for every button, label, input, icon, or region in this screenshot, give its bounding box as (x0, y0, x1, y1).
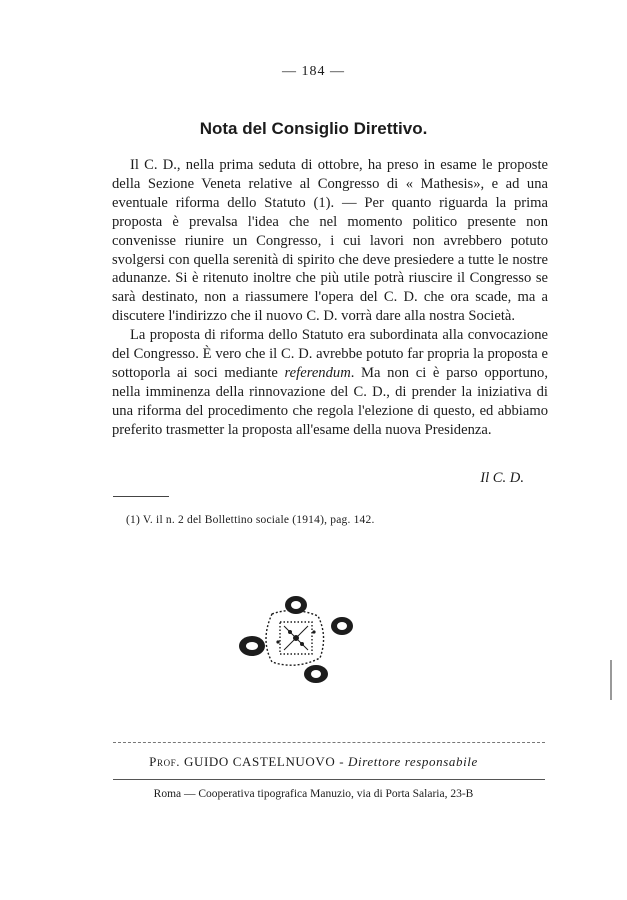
printer-ornament-icon (232, 592, 356, 688)
edge-mark (610, 660, 612, 700)
footnote-rule (113, 496, 169, 497)
footer-rule (113, 742, 545, 743)
paragraph-text: . Ma non ci è parso opportuno, nella imminenza della rinnovazione del C. D., di prender la iniziativa di una riforma del procedimento che regola l'elezione di questo, ed abbiamo preferito trasmetter la proposta all'esame della nuova Presidenza. (112, 364, 548, 438)
footnote: (1) V. il n. 2 del Bollettino sociale (1914), pag. 142. (126, 514, 375, 526)
body-paragraph (112, 326, 548, 439)
signature: Il C. D. (480, 470, 524, 486)
director-role: Direttore responsabile (348, 754, 478, 769)
body-text (112, 156, 548, 440)
director-name: GUIDO CASTELNUOVO (184, 754, 336, 769)
director-prefix: Prof. (149, 754, 181, 769)
thin-rule (113, 779, 545, 780)
paragraph-text: La proposta di riforma dello Statuto era subordinata alla convocazione del Congresso. È vero che il C. D. avrebbe potuto far propria la proposta e sottoporla ai soci mediante (112, 327, 548, 381)
director-separator: - (335, 754, 349, 769)
director-line (0, 754, 627, 770)
body-paragraph (112, 156, 548, 326)
italic-text: referendum (284, 364, 351, 381)
paragraph-text: Il C. D., nella prima seduta di ottobre, ha preso in esame le proposte della Sezione Veneta relative al Congresso di « Mathesis», e ad una eventuale riforma dello Statuto (1). — Per quanto riguarda la prima proposta è prevalsa l'idea che nel momento politico presente non convenisse riunire un Congresso, i cui lavori non avrebbero potuto svolgersi con quella serenità di spirito che deve presiedere a tutte le nostre adunanze. Si è ritenuto inoltre che più utile potrà riuscire il Congresso se sarà destinato, non a riassumere l'opera del C. D. che ora scade, ma a discutere l'indirizzo che il nuovo C. D. vorrà dare alla nostra Società. (112, 157, 548, 325)
page-number: — 184 — (282, 64, 345, 79)
printer-line: Roma — Cooperativa tipografica Manuzio, via di Porta Salaria, 23-B (153, 788, 474, 800)
page-title: Nota del Consiglio Direttivo. (199, 119, 428, 138)
